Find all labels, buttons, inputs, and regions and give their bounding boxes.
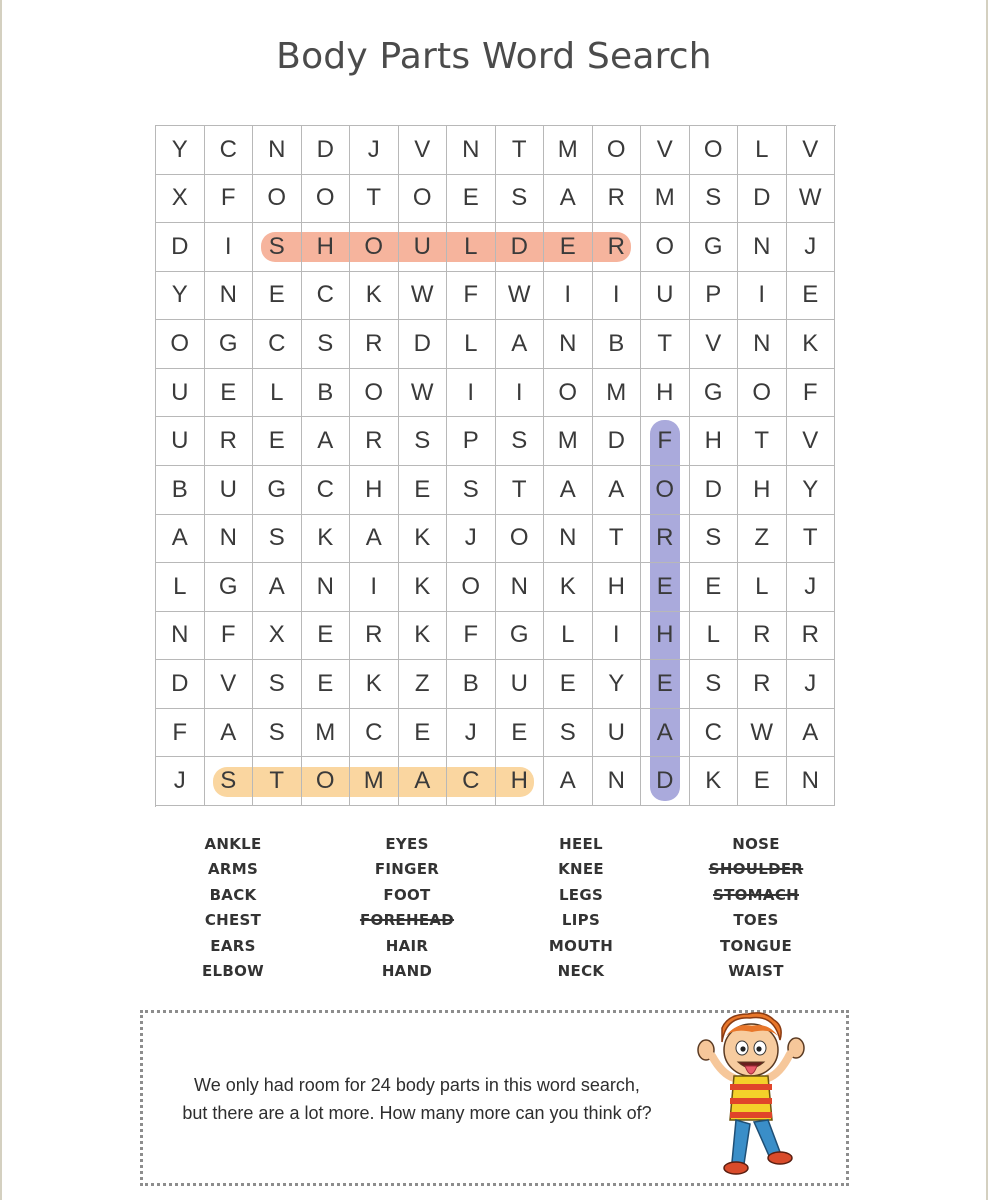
grid-cell[interactable]: E [690,563,739,612]
grid-cell[interactable]: N [544,320,593,369]
word-list-item[interactable]: STOMACH [713,885,799,904]
grid-cell[interactable]: V [787,417,836,466]
grid-cell[interactable]: O [302,175,351,224]
grid-cell[interactable]: V [399,126,448,175]
grid-cell[interactable]: W [399,369,448,418]
grid-cell[interactable]: K [787,320,836,369]
grid-cell[interactable]: N [205,272,254,321]
grid-cell[interactable]: K [350,272,399,321]
grid-cell[interactable]: K [544,563,593,612]
grid-cell[interactable]: C [205,126,254,175]
grid-cell[interactable]: U [399,223,448,272]
grid-cell[interactable]: R [350,320,399,369]
grid-cell[interactable]: S [253,515,302,564]
word-list-item[interactable]: CHEST [204,911,262,930]
grid-cell[interactable]: A [641,709,690,758]
grid-cell[interactable]: O [641,223,690,272]
grid-cell[interactable]: E [253,272,302,321]
word-list-item[interactable]: LEGS [558,885,604,904]
grid-cell[interactable]: Z [738,515,787,564]
grid-cell[interactable]: S [399,417,448,466]
grid-cell[interactable]: E [205,369,254,418]
grid-cell[interactable]: S [690,660,739,709]
grid-cell[interactable]: O [253,175,302,224]
grid-cell[interactable]: M [593,369,642,418]
grid-cell[interactable]: G [496,612,545,661]
grid-cell[interactable]: K [399,515,448,564]
grid-cell[interactable]: A [205,709,254,758]
grid-cell[interactable]: D [302,126,351,175]
word-list-item[interactable]: MOUTH [548,936,614,955]
grid-cell[interactable]: A [350,515,399,564]
grid-cell[interactable]: B [302,369,351,418]
grid-cell[interactable]: D [738,175,787,224]
grid-cell[interactable]: O [399,175,448,224]
word-list-item[interactable]: TOES [733,911,779,930]
grid-cell[interactable]: N [738,223,787,272]
grid-cell[interactable]: S [496,417,545,466]
grid-cell[interactable]: D [641,757,690,806]
grid-cell[interactable]: D [156,660,205,709]
grid-cell[interactable]: O [447,563,496,612]
grid-cell[interactable]: E [302,612,351,661]
grid-cell[interactable]: R [593,175,642,224]
grid-cell[interactable]: E [641,660,690,709]
grid-cell[interactable]: I [447,369,496,418]
grid-cell[interactable]: R [738,612,787,661]
grid-cell[interactable]: L [544,612,593,661]
word-list-item[interactable]: TONGUE [719,936,793,955]
grid-cell[interactable]: F [447,272,496,321]
word-list-column [153,832,313,984]
word-list-item[interactable]: ANKLE [204,835,262,853]
grid-cell[interactable]: D [399,320,448,369]
grid-cell[interactable]: D [690,466,739,515]
grid-cell[interactable]: F [787,369,836,418]
grid-cell[interactable]: L [253,369,302,418]
grid-cell[interactable]: H [496,757,545,806]
grid-cell[interactable]: I [593,612,642,661]
grid-cell[interactable]: H [641,612,690,661]
grid-cell[interactable]: B [156,466,205,515]
grid-cell[interactable]: O [496,515,545,564]
grid-cell[interactable]: T [253,757,302,806]
grid-cell[interactable]: Y [593,660,642,709]
grid-cell[interactable]: S [253,223,302,272]
grid-cell[interactable]: G [253,466,302,515]
grid-cell[interactable]: O [641,466,690,515]
grid-cell[interactable]: S [302,320,351,369]
grid-cell[interactable]: E [787,272,836,321]
grid-cell[interactable]: W [738,709,787,758]
grid-cell[interactable]: F [156,709,205,758]
grid-cell[interactable]: V [205,660,254,709]
grid-cell[interactable]: O [690,126,739,175]
grid-cell[interactable]: C [253,320,302,369]
grid-cell[interactable]: E [302,660,351,709]
grid-cell[interactable]: N [156,612,205,661]
grid-cell[interactable]: C [447,757,496,806]
grid-cell[interactable]: N [787,757,836,806]
grid-cell[interactable]: W [496,272,545,321]
grid-cell[interactable]: D [593,417,642,466]
grid-cell[interactable]: H [593,563,642,612]
word-list-item[interactable]: NOSE [732,835,780,853]
grid-cell[interactable]: C [302,466,351,515]
grid-cell[interactable]: V [641,126,690,175]
grid-cell[interactable]: N [205,515,254,564]
word-search-grid-area [155,125,834,805]
word-list-item[interactable]: EARS [210,936,256,955]
grid-cell[interactable]: E [447,175,496,224]
grid-cell[interactable]: K [302,515,351,564]
grid-cell[interactable]: O [302,757,351,806]
grid-cell[interactable]: D [496,223,545,272]
grid-cell[interactable]: U [496,660,545,709]
grid-cell[interactable]: J [447,709,496,758]
grid-cell[interactable]: O [350,223,399,272]
grid-cell[interactable]: L [738,126,787,175]
word-list-item[interactable]: LIPS [561,911,601,930]
grid-cell[interactable]: W [787,175,836,224]
grid-cell[interactable]: V [690,320,739,369]
word-list-item[interactable]: ELBOW [201,961,265,980]
grid-cell[interactable]: U [156,369,205,418]
grid-cell[interactable]: A [544,466,593,515]
grid-cell[interactable]: G [205,563,254,612]
grid-cell[interactable]: E [738,757,787,806]
grid-cell[interactable]: L [156,563,205,612]
grid-cell[interactable]: A [399,757,448,806]
grid-cell[interactable]: C [690,709,739,758]
grid-cell[interactable]: R [350,417,399,466]
grid-cell[interactable]: D [156,223,205,272]
word-list-item[interactable]: FINGER [374,860,440,879]
grid-cell[interactable]: E [399,466,448,515]
word-list-item[interactable]: WAIST [728,961,784,980]
grid-cell[interactable]: I [205,223,254,272]
grid-cell[interactable]: T [738,417,787,466]
grid-cell[interactable]: E [253,417,302,466]
grid-cell[interactable]: H [738,466,787,515]
grid-cell[interactable]: J [350,126,399,175]
page-title: Body Parts Word Search [276,36,712,77]
grid-cell[interactable]: A [544,175,593,224]
word-list-item[interactable]: ARMS [207,860,259,879]
grid-cell[interactable]: S [544,709,593,758]
grid-cell[interactable]: X [253,612,302,661]
grid-cell[interactable]: S [496,175,545,224]
word-search-grid [155,125,836,807]
grid-cell[interactable]: A [253,563,302,612]
grid-cell[interactable]: N [593,757,642,806]
grid-cell[interactable]: A [302,417,351,466]
grid-cell[interactable]: C [302,272,351,321]
grid-cell[interactable]: H [302,223,351,272]
grid-cell[interactable]: S [690,515,739,564]
grid-cell[interactable]: M [544,417,593,466]
grid-cell[interactable]: E [496,709,545,758]
word-list-column [327,832,487,984]
grid-cell[interactable]: H [690,417,739,466]
grid-cell[interactable]: H [350,466,399,515]
grid-cell[interactable]: C [350,709,399,758]
grid-cell[interactable]: J [787,223,836,272]
grid-cell[interactable]: I [544,272,593,321]
grid-cell[interactable]: E [544,223,593,272]
word-list-item[interactable]: NECK [557,961,605,980]
grid-cell[interactable]: K [399,612,448,661]
grid-cell[interactable]: Z [399,660,448,709]
grid-cell[interactable]: S [690,175,739,224]
word-list-item[interactable]: HAND [381,961,433,980]
grid-cell[interactable]: O [156,320,205,369]
grid-cell[interactable]: L [447,223,496,272]
grid-cell[interactable]: V [787,126,836,175]
grid-cell[interactable]: N [738,320,787,369]
grid-cell[interactable]: R [205,417,254,466]
grid-cell[interactable]: B [447,660,496,709]
grid-cell[interactable]: T [496,466,545,515]
grid-cell[interactable]: T [496,126,545,175]
grid-cell[interactable]: R [350,612,399,661]
grid-cell[interactable]: A [787,709,836,758]
grid-cell[interactable]: H [641,369,690,418]
note-line-1: We only had room for 24 body parts in this word search, [194,1075,640,1095]
grid-cell[interactable]: J [787,563,836,612]
page-edge-left [0,0,2,1200]
grid-cell[interactable]: J [156,757,205,806]
cartoon-boy-illustration [692,1012,810,1182]
word-list-item[interactable]: HAIR [385,936,429,955]
grid-cell[interactable]: O [593,126,642,175]
grid-cell[interactable]: U [156,417,205,466]
grid-cell[interactable]: A [544,757,593,806]
grid-cell[interactable]: U [205,466,254,515]
grid-cell[interactable]: K [399,563,448,612]
word-list-item[interactable]: HEEL [559,835,603,853]
word-list-column [676,832,836,984]
note-line-2: but there are a lot more. How many more can you think of? [182,1103,652,1123]
grid-cell[interactable]: G [205,320,254,369]
grid-cell[interactable]: Y [787,466,836,515]
grid-cell[interactable]: M [302,709,351,758]
grid-cell[interactable]: F [205,612,254,661]
word-list-item[interactable]: FOREHEAD [359,911,455,930]
grid-cell[interactable]: M [641,175,690,224]
grid-cell[interactable]: G [690,369,739,418]
grid-cell[interactable]: K [690,757,739,806]
grid-cell[interactable]: U [593,709,642,758]
grid-cell[interactable]: R [738,660,787,709]
word-list [0,832,988,982]
grid-cell[interactable]: P [690,272,739,321]
grid-cell[interactable]: R [641,515,690,564]
word-list-item[interactable]: FOOT [383,885,431,904]
grid-cell[interactable]: R [787,612,836,661]
grid-cell[interactable]: O [738,369,787,418]
grid-cell[interactable]: N [496,563,545,612]
grid-cell[interactable]: S [205,757,254,806]
grid-cell[interactable]: B [593,320,642,369]
grid-cell[interactable]: L [447,320,496,369]
grid-cell[interactable]: R [593,223,642,272]
grid-cell[interactable]: T [350,175,399,224]
grid-cell[interactable]: U [641,272,690,321]
grid-cell[interactable]: W [399,272,448,321]
word-list-item[interactable]: EYES [385,835,429,853]
grid-cell[interactable]: E [641,563,690,612]
note-text [143,1071,691,1127]
grid-cell[interactable]: O [350,369,399,418]
grid-cell[interactable]: J [447,515,496,564]
grid-cell[interactable]: I [496,369,545,418]
grid-cell[interactable]: Y [156,126,205,175]
grid-cell[interactable]: F [641,417,690,466]
grid-cell[interactable]: O [544,369,593,418]
grid-cell[interactable]: A [496,320,545,369]
grid-cell[interactable]: L [738,563,787,612]
grid-cell[interactable]: S [253,709,302,758]
word-list-item[interactable]: SHOULDER [708,860,804,879]
grid-cell[interactable]: E [544,660,593,709]
grid-cell[interactable]: T [787,515,836,564]
grid-cell[interactable]: P [447,417,496,466]
grid-cell[interactable]: Y [156,272,205,321]
grid-cell[interactable]: X [156,175,205,224]
grid-cell[interactable]: I [738,272,787,321]
grid-cell[interactable]: M [350,757,399,806]
grid-cell[interactable]: K [350,660,399,709]
grid-cell[interactable]: S [253,660,302,709]
grid-cell[interactable]: N [253,126,302,175]
grid-cell[interactable]: L [690,612,739,661]
grid-cell[interactable]: T [641,320,690,369]
word-list-item[interactable]: KNEE [558,860,604,879]
grid-cell[interactable]: N [302,563,351,612]
grid-cell[interactable]: A [156,515,205,564]
grid-cell[interactable]: F [447,612,496,661]
grid-cell[interactable]: N [544,515,593,564]
grid-cell[interactable]: I [593,272,642,321]
grid-cell[interactable]: J [787,660,836,709]
grid-cell[interactable]: M [544,126,593,175]
grid-cell[interactable]: F [205,175,254,224]
grid-cell[interactable]: I [350,563,399,612]
grid-cell[interactable]: E [399,709,448,758]
grid-cell[interactable]: S [447,466,496,515]
grid-cell[interactable]: T [593,515,642,564]
word-list-item[interactable]: BACK [209,885,257,904]
grid-cell[interactable]: N [447,126,496,175]
word-list-column [501,832,661,984]
grid-cell[interactable]: G [690,223,739,272]
grid-cell[interactable]: A [593,466,642,515]
